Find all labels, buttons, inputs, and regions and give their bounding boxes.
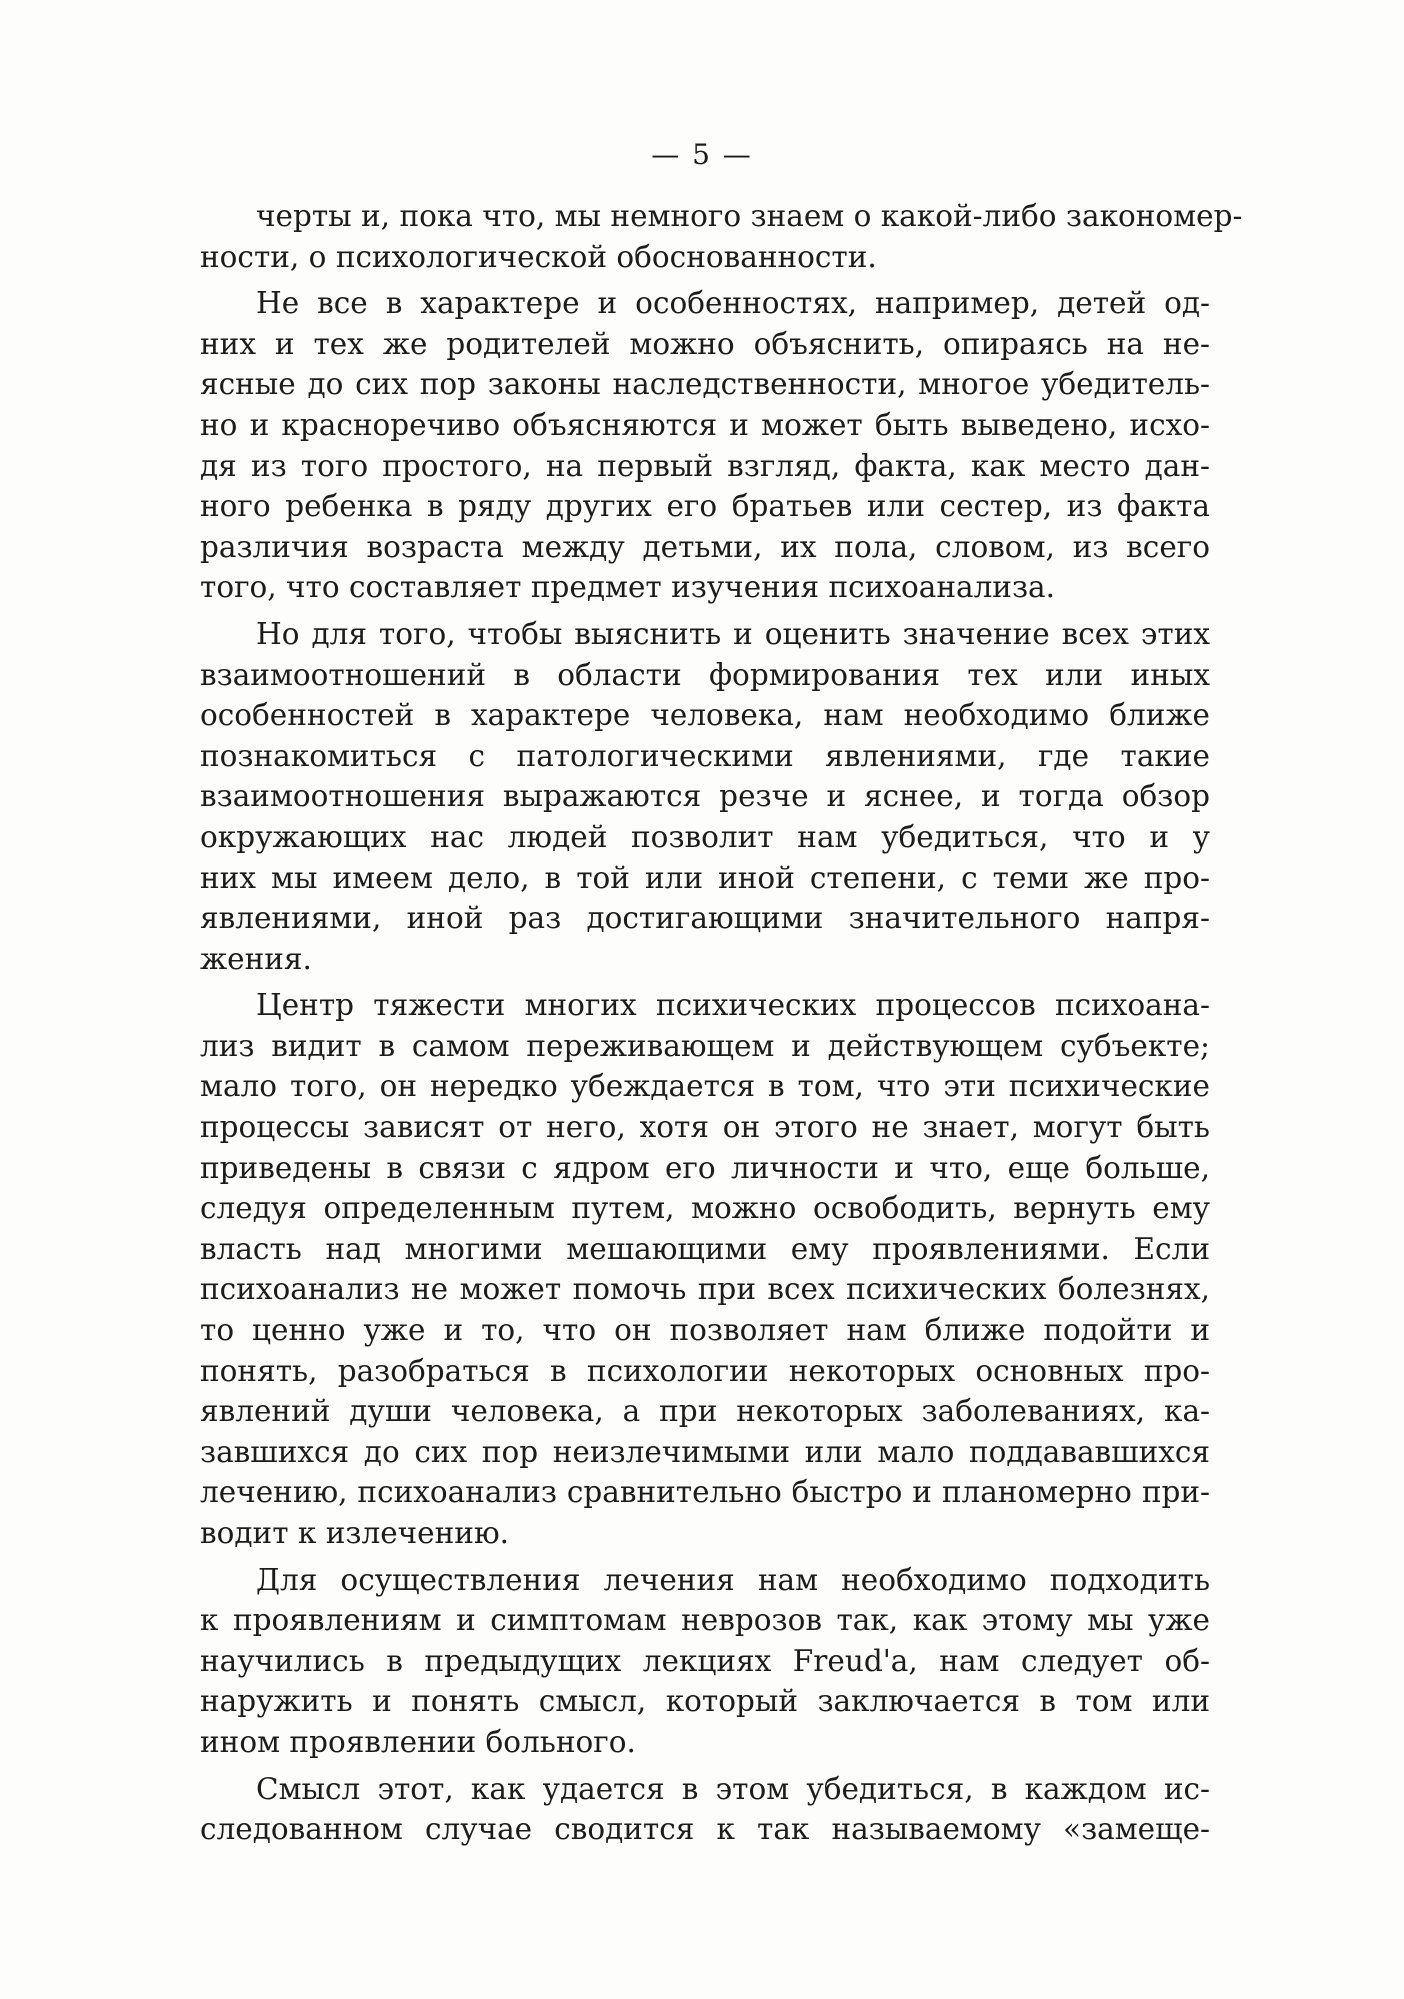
- text-line: дя из того простого, на первый взгляд, факта, как место дан-: [200, 448, 1210, 483]
- text-line: то ценно уже и то, что он позволяет нам ближе подойти и: [200, 1313, 1210, 1348]
- page-number: — 5 —: [651, 138, 753, 171]
- text-line: окружающих нас людей позволит нам убедиться, что и у: [200, 819, 1210, 854]
- text-line: мало того, он нередко убеждается в том, что эти психические: [200, 1069, 1210, 1104]
- text-line: них мы имеем дело, в той или иной степени, с теми же про-: [200, 860, 1210, 895]
- text-line: лиз видит в самом переживающем и действующем субъекте;: [200, 1028, 1210, 1063]
- body-text: [200, 196, 1243, 1850]
- paragraph: [200, 1769, 1210, 1850]
- text-line: взаимоотношений в области формирования тех или иных: [200, 657, 1210, 692]
- paragraph: [200, 283, 1210, 608]
- text-line: ясные до сих пор законы наследственности, многое убедитель-: [200, 367, 1210, 402]
- text-line: жения.: [200, 941, 312, 976]
- text-line: завшихся до сих пор неизлечимыми или мало поддававшихся: [200, 1434, 1210, 1469]
- text-line: явлений души человека, а при некоторых заболеваниях, ка-: [200, 1394, 1210, 1429]
- paragraph: [200, 985, 1210, 1553]
- paragraph: [200, 614, 1210, 979]
- text-line: явлениями, иной раз достигающими значительного напря-: [200, 901, 1210, 936]
- text-line: познакомиться с патологическими явлениями, где такие: [200, 738, 1210, 773]
- text-line: черты и, пока что, мы немного знаем о какой-либо закономер-: [256, 199, 1243, 233]
- text-line: Но для того, чтобы выяснить и оценить значение всех этих: [256, 616, 1210, 651]
- text-line: ного ребенка в ряду других его братьев или сестер, из факта: [200, 489, 1210, 524]
- text-line: Не все в характере и особенностях, например, детей од-: [256, 286, 1210, 321]
- text-line: приведены в связи с ядром его личности и что, еще больше,: [200, 1150, 1210, 1185]
- text-line: них и тех же родителей можно объяснить, опираясь на не-: [200, 326, 1210, 361]
- text-line: власть над многими мешающими ему проявлениями. Если: [200, 1231, 1210, 1266]
- text-line: психоанализ не может помочь при всех психических болезнях,: [200, 1272, 1210, 1307]
- text-line: Для осуществления лечения нам необходимо подходить: [256, 1562, 1210, 1597]
- paragraph: [200, 1560, 1210, 1763]
- text-line: различия возраста между детьми, их пола, словом, из всего: [200, 529, 1210, 564]
- text-line: процессы зависят от него, хотя он этого не знает, могут быть: [200, 1110, 1210, 1145]
- text-line: того, что составляет предмет изучения психоанализа.: [200, 570, 1056, 605]
- text-line: лечению, психоанализ сравнительно быстро и планомерно при-: [200, 1475, 1210, 1510]
- text-line: ности, о психологической обоснованности.: [200, 239, 877, 274]
- text-line: ином проявлении больного.: [200, 1724, 636, 1759]
- text-line: научились в предыдущих лекциях Freud'а, нам следует об-: [200, 1643, 1210, 1678]
- text-line: понять, разобраться в психологии некоторых основных про-: [200, 1353, 1210, 1388]
- text-line: наружить и понять смысл, который заключается в том или: [200, 1684, 1210, 1719]
- text-line: следованном случае сводится к так называемому «замеще-: [200, 1812, 1210, 1847]
- text-line: взаимоотношения выражаются резче и яснее, и тогда обзор: [200, 779, 1210, 814]
- text-line: Центр тяжести многих психических процессов психоана-: [256, 988, 1210, 1023]
- text-line: Смысл этот, как удается в этом убедиться, в каждом ис-: [256, 1771, 1210, 1806]
- text-line: водит к излечению.: [200, 1516, 510, 1550]
- text-line: к проявлениям и симптомам неврозов так, как этому мы уже: [200, 1603, 1210, 1638]
- text-line: но и красноречиво объясняются и может быть выведено, исхо-: [200, 407, 1210, 442]
- paragraph: [200, 196, 1243, 277]
- text-line: следуя определенным путем, можно освободить, вернуть ему: [200, 1191, 1210, 1226]
- text-line: особенностей в характере человека, нам необходимо ближе: [200, 698, 1210, 733]
